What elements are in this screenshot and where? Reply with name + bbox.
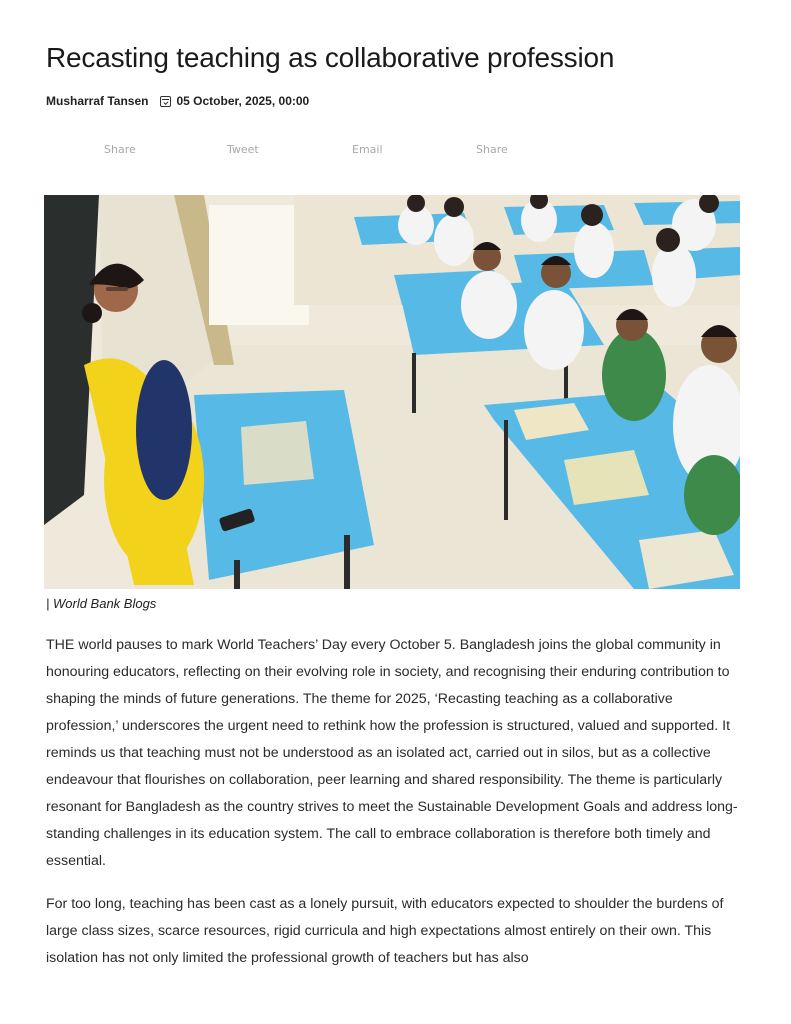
calendar-icon	[160, 96, 171, 107]
email-share-link[interactable]: Email	[352, 143, 383, 156]
publish-date: 05 October, 2025, 00:00	[176, 94, 310, 108]
linkedin-share-link[interactable]: Share	[476, 143, 508, 156]
byline	[46, 94, 309, 108]
article-photo	[44, 195, 740, 589]
facebook-share-link[interactable]: Share	[104, 143, 136, 156]
author-name[interactable]: Musharraf Tansen	[46, 94, 149, 108]
twitter-share-link[interactable]: Tweet	[227, 143, 259, 156]
paragraph: THE world pauses to mark World Teachers’ Day every October 5. Bangladesh joins the global community in honouring educators, reflecting on their evolving role in society, and recognising their enduring contribution to shaping the minds of future generations. The theme for 2025, ‘Recasting teaching as a collaborative profession,’ underscores the urgent need to rethink how the profession is structured, valued and supported. It reminds us that teaching must not be understood as an isolated act, carried out in silos, but as a collective endeavour that flourishes on collaboration, peer learning and shared responsibility. The theme is particularly resonant for Bangladesh as the country strives to meet the Sustainable Development Goals and address long-standing challenges in its education system. The call to embrace collaboration is therefore both timely and essential.	[46, 637, 738, 869]
paragraph: For too long, teaching has been cast as a lonely pursuit, with educators expected to shoulder the burdens of large class sizes, scarce resources, rigid curricula and high expectations almost entirely on their own. This isolation has not only limited the professional growth of teachers but has also	[46, 896, 724, 966]
share-bar	[46, 143, 606, 159]
article-body	[46, 632, 746, 988]
article-title: Recasting teaching as collaborative profession	[46, 42, 615, 73]
photo-caption: | World Bank Blogs	[46, 596, 157, 611]
